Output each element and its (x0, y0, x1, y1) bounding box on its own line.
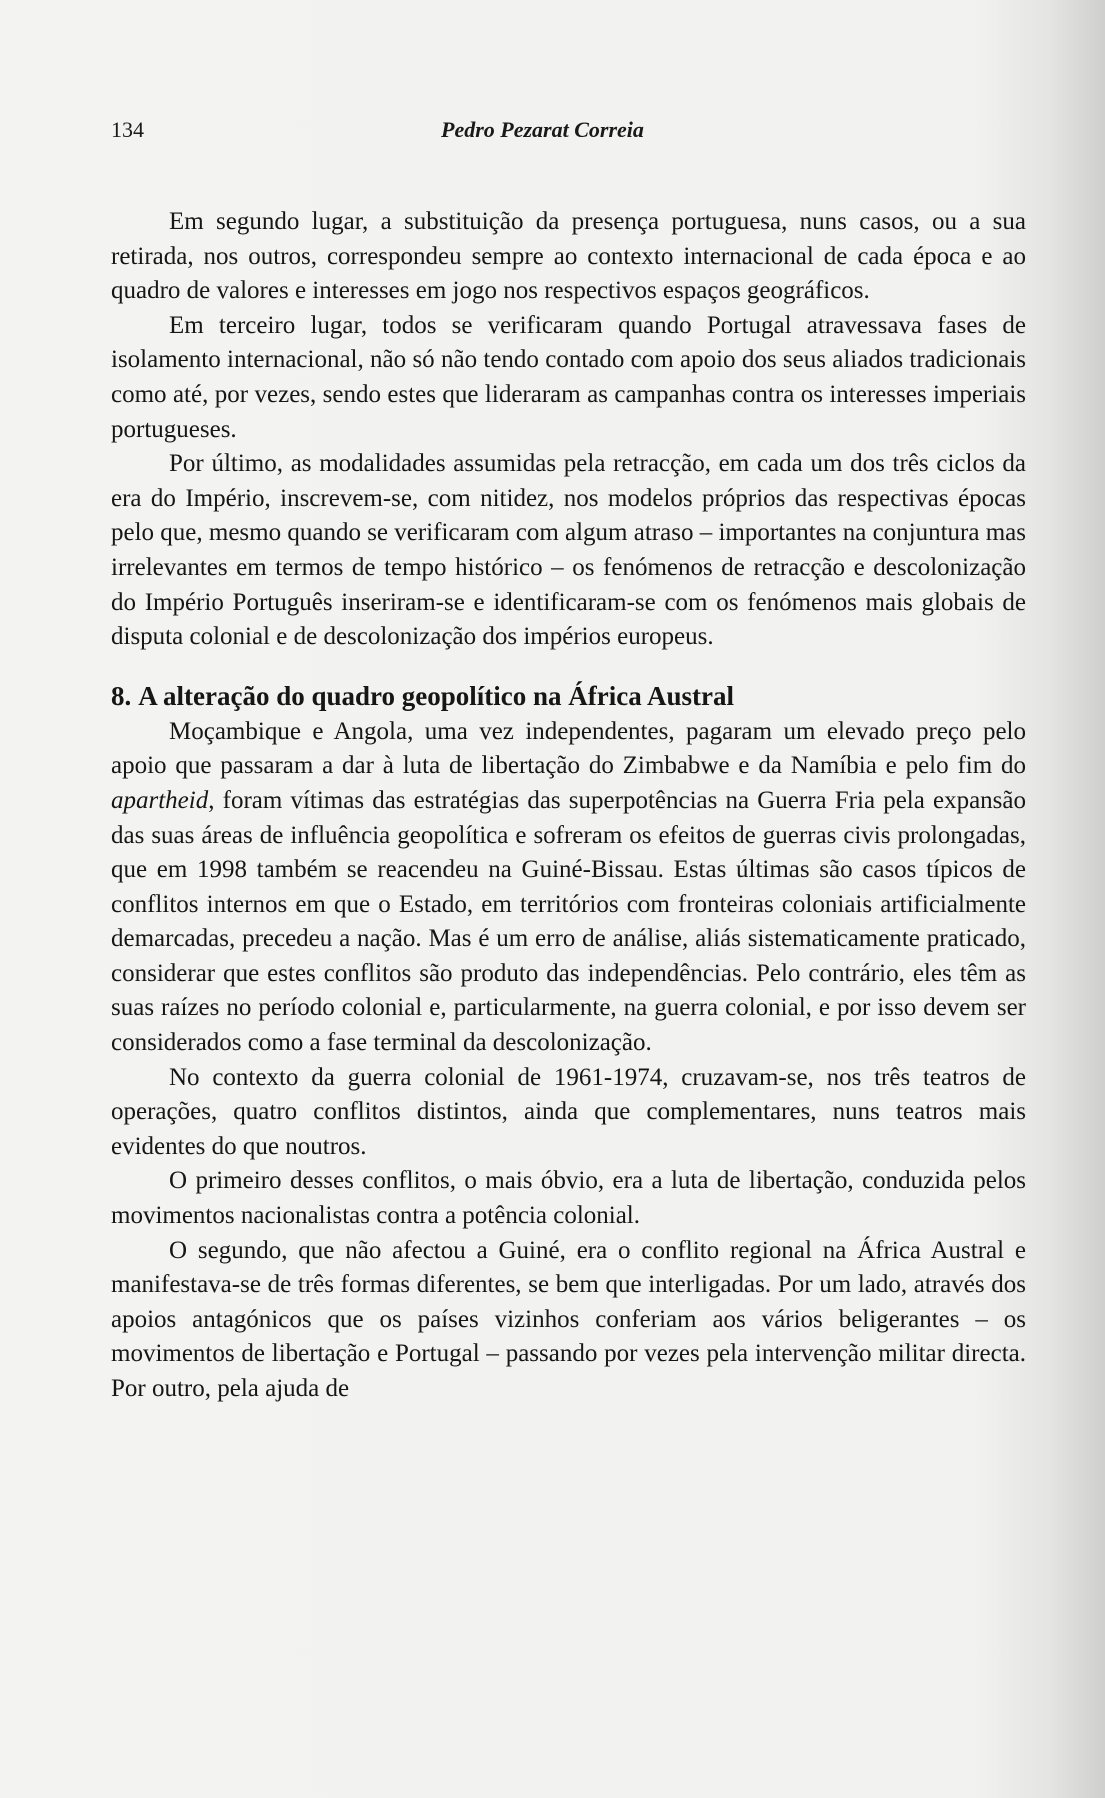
section-heading (111, 677, 1026, 715)
body-text (111, 205, 1026, 1407)
paragraph-primeiro-conflito: O primeiro desses conflitos, o mais óbvio, era a luta de libertação, conduzida pelos movimentos nacionalistas contra a potência colonial. (111, 1167, 1026, 1230)
paragraph-text: , foram vítimas das estratégias das superpotências na Guerra Fria pela expansão das suas áreas de influência geopolítica e sofreram os efeitos de guerras civis prolongadas, que em 1998 também se reacendeu na Guiné-Bissau. Estas últimas são casos típicos de conflitos internos em que o Estado, em territórios com fronteiras coloniais artificialmente demarcadas, precedeu a nação. Mas é um erro de análise, aliás sistematicamente praticado, considerar que estes conflitos são produto das independências. Pelo contrário, eles têm as suas raízes no período colonial e, particularmente, na guerra colonial, e por isso devem ser considerados como a fase terminal da descolonização. (111, 786, 1026, 1057)
section-number: 8. (111, 680, 132, 711)
paragraph-terceiro-lugar: Em terceiro lugar, todos se verificaram quando Portugal atravessava fases de isolamento internacional, não só não tendo contado com apoio dos seus aliados tradicionais como até, por vezes, sendo estes que lideraram as campanhas contra os interesses imperiais portugueses. (111, 311, 1026, 443)
paragraph-por-ultimo: Por último, as modalidades assumidas pela retracção, em cada um dos três ciclos da era do Império, inscrevem-se, com nitidez, nos modelos próprios das respectivas épocas pelo que, mesmo quando se verificaram com algum atraso – importantes na conjuntura mas irrelevantes em termos de tempo histórico – os fenómenos de retracção e descolonização do Império Português inseriram-se e identificaram-se com os fenómenos mais globais de disputa colonial e de descolonização dos impérios europeus. (111, 450, 1027, 651)
paragraph-contexto-guerra: No contexto da guerra colonial de 1961-1974, cruzavam-se, nos três teatros de operações, quatro conflitos distintos, ainda que complementares, nuns teatros mais evidentes do que noutros. (111, 1063, 1026, 1160)
paragraph-mocambique-angola (111, 715, 1026, 1061)
paragraph-segundo-lugar: Em segundo lugar, a substituição da presença portuguesa, nuns casos, ou a sua retirada, nos outros, correspondeu sempre ao contexto internacional de cada época e ao quadro de valores e interesses em jogo nos respectivos espaços geográficos. (111, 208, 1026, 305)
section-title: A alteração do quadro geopolítico na África Austral (138, 680, 734, 711)
paragraph-segundo-conflito: O segundo, que não afectou a Guiné, era o conflito regional na África Austral e manifestava-se de três formas diferentes, se bem que interligadas. Por um lado, através dos apoios antagónicos que os países vizinhos conferiam aos vários beligerantes – os movimentos de libertação e Portugal – passando por vezes pela intervenção militar directa. Por outro, pela ajuda de (111, 1236, 1026, 1402)
paragraph-text: Moçambique e Angola, uma vez independentes, pagaram um elevado preço pelo apoio que passaram a dar à luta de libertação do Zimbabwe e da Namíbia e pelo fim do (111, 717, 1026, 780)
italic-term: apartheid (111, 786, 209, 814)
running-head: Pedro Pezarat Correia (441, 117, 644, 142)
page-header (111, 117, 1026, 147)
page-number: 134 (111, 117, 144, 142)
